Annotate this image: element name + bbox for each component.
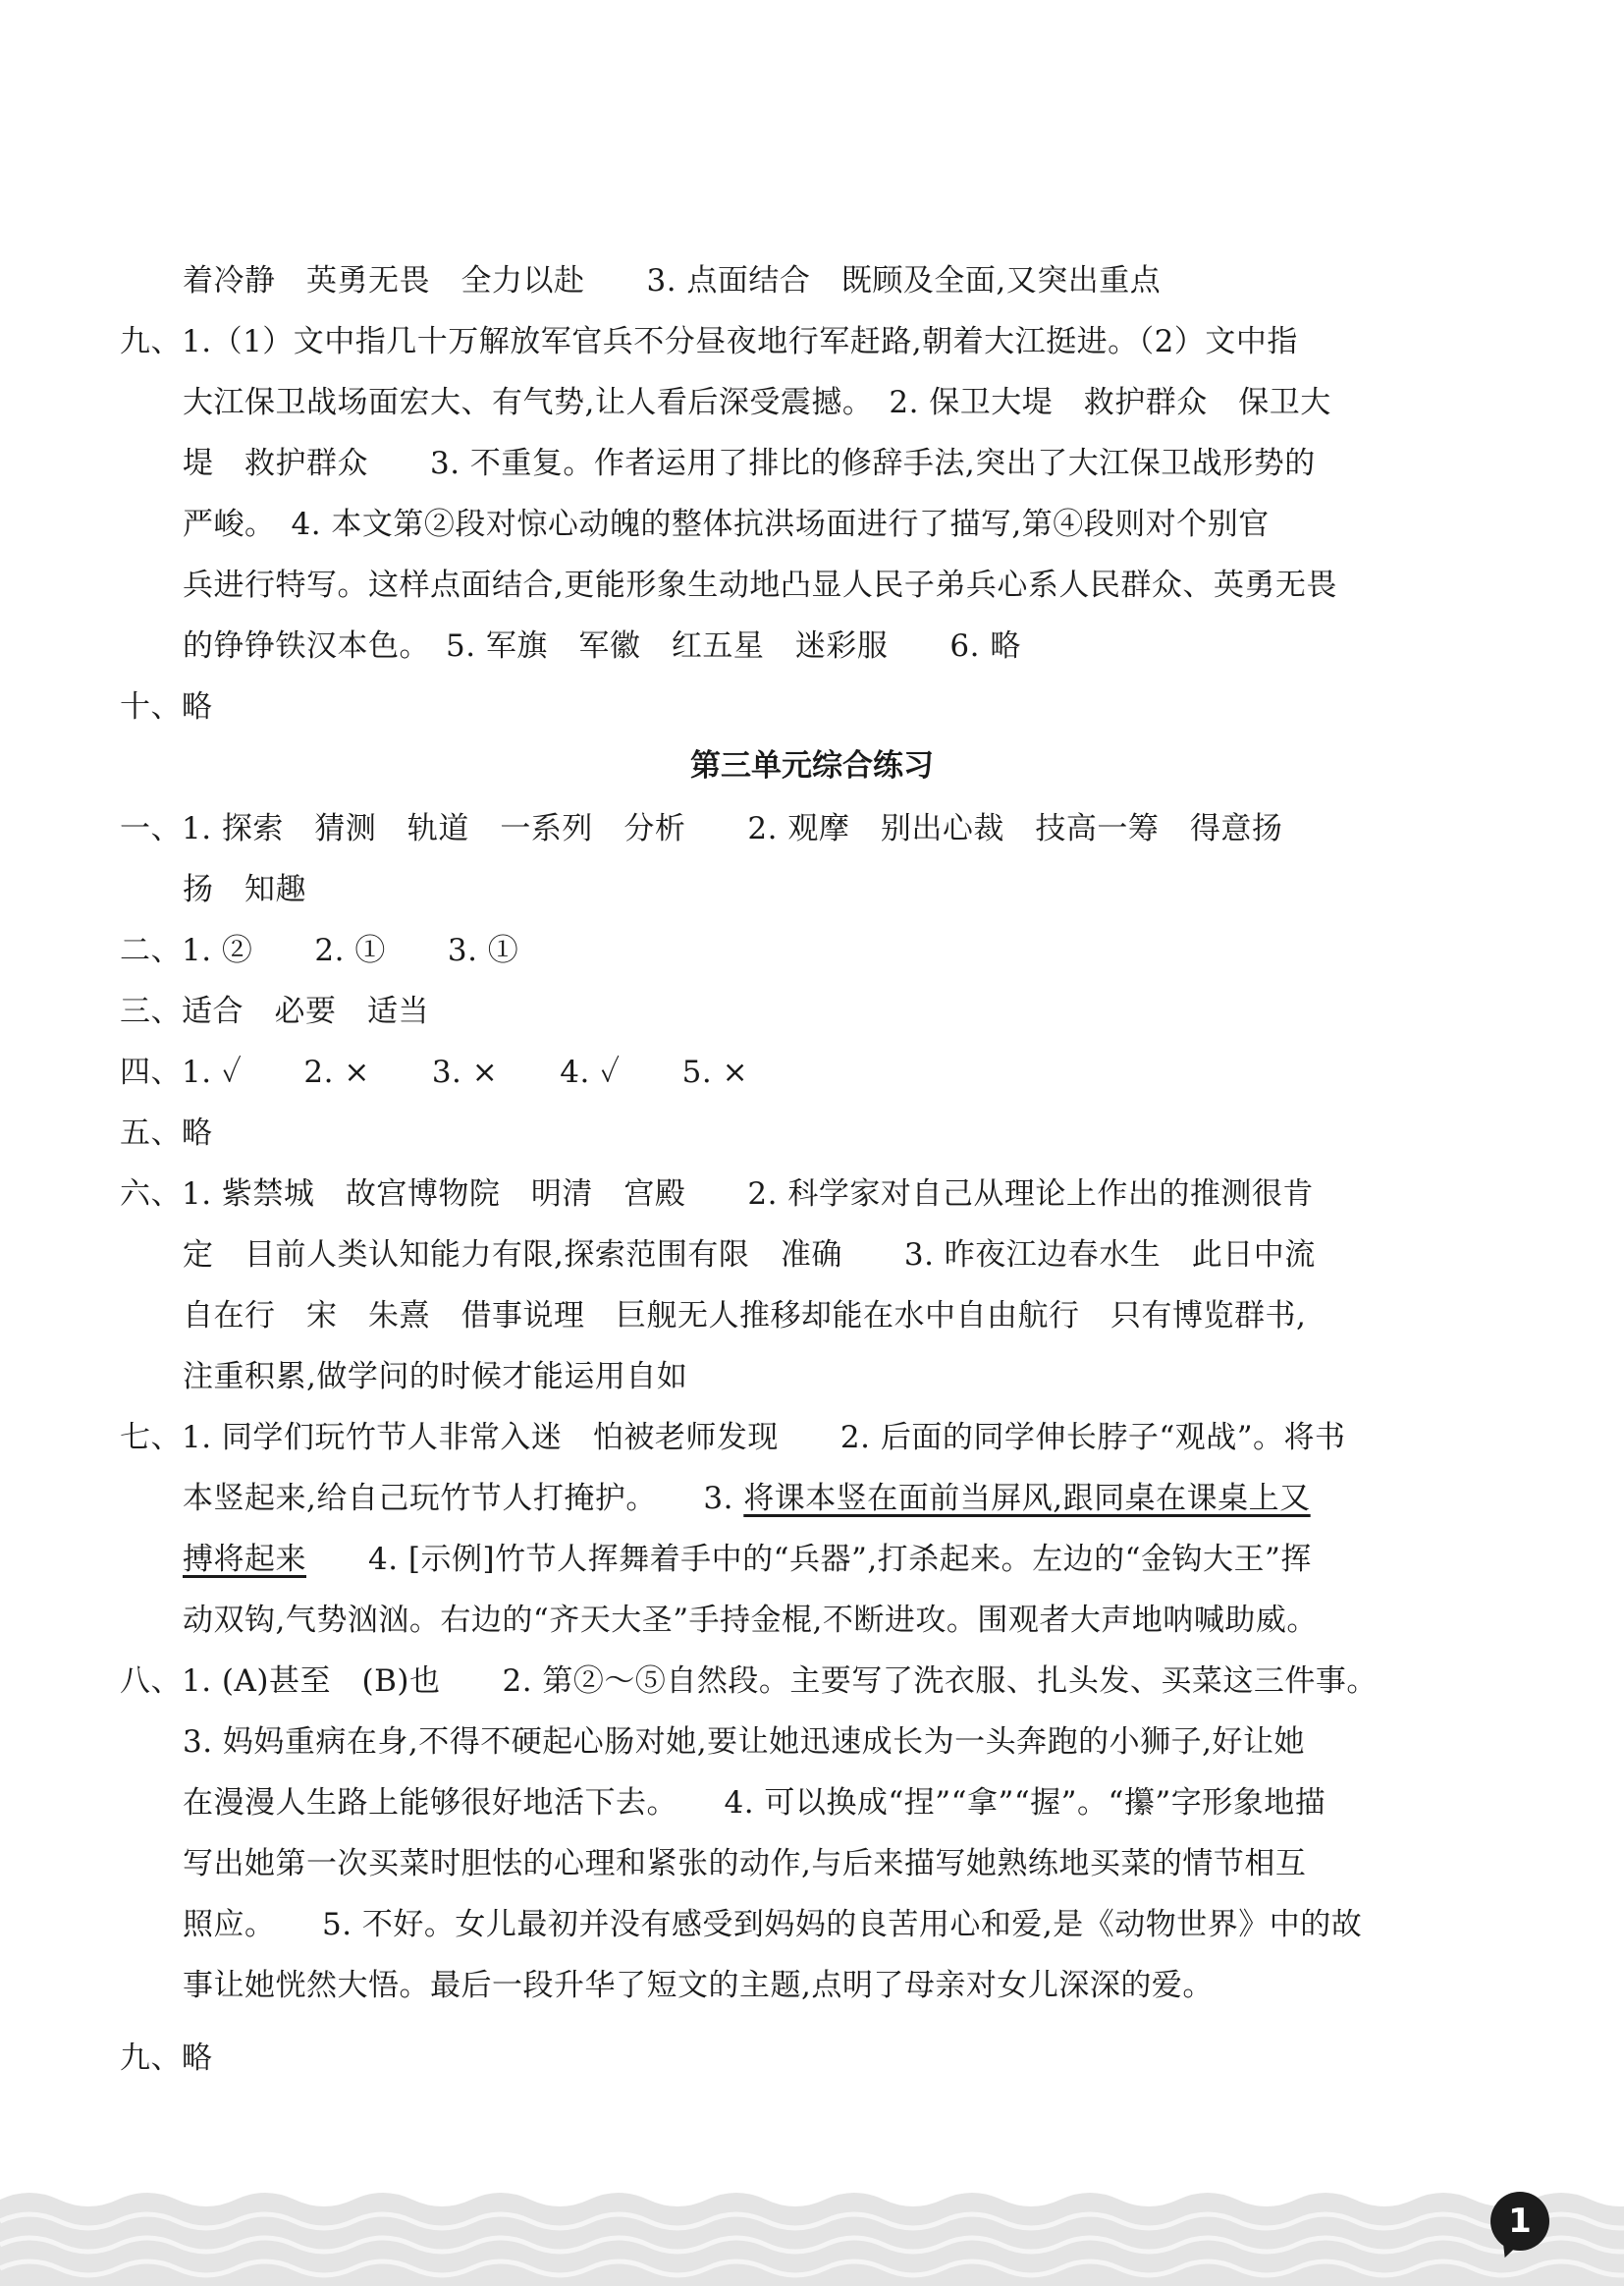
text-line: 四、1. ✓ 2. × 3. × 4. ✓ 5. × [120, 1055, 749, 1090]
page-number: 1 [1490, 2192, 1549, 2251]
text-line: 定 目前人类认知能力有限,探索范围有限 准确 3. 昨夜江边春水生 此日中流 [183, 1237, 1316, 1273]
text-line [183, 1538, 1312, 1581]
text-line: 自在行 宋 朱熹 借事说理 巨舰无人推移却能在水中自由航行 只有博览群书, [183, 1298, 1307, 1334]
wave-footer-decoration [0, 2182, 1624, 2286]
text-line: 六、1. 紫禁城 故宫博物院 明清 宫殿 2. 科学家对自己从理论上作出的推测很肯 [120, 1176, 1314, 1212]
underlined-answer: 搏将起来 [183, 1542, 306, 1577]
text-line: 堤 救护群众 3. 不重复。作者运用了排比的修辞手法,突出了大江保卫战形势的 [183, 446, 1316, 481]
text-line: 七、1. 同学们玩竹节人非常入迷 怕被老师发现 2. 后面的同学伸长脖子“观战”。将书 [120, 1420, 1346, 1455]
text-line: 动双钩,气势汹汹。右边的“齐天大圣”手持金棍,不断进攻。围观者大声地呐喊助威。 [183, 1603, 1318, 1638]
text-line: 三、适合 必要 适当 [120, 994, 429, 1029]
text-line: 二、1. ② 2. ① 3. ① [120, 933, 519, 968]
text-line: 事让她恍然大悟。最后一段升华了短文的主题,点明了母亲对女儿深深的爱。 [183, 1968, 1214, 2003]
underlined-answer: 将课本竖在面前当屏风,跟同桌在课桌上又 [743, 1481, 1311, 1516]
text-line: 写出她第一次买菜时胆怯的心理和紧张的动作,与后来描写她熟练地买菜的情节相互 [183, 1846, 1307, 1881]
text-line: 注重积累,做学问的时候才能运用自如 [183, 1359, 688, 1394]
text-line [183, 1477, 1311, 1520]
section-title: 第三单元综合练习 [690, 748, 934, 784]
text-line: 九、1.（1）文中指几十万解放军官兵不分昼夜地行军赶路,朝着大江挺进。（2）文中指 [120, 324, 1298, 359]
text-line: 一、1. 探索 猜测 轨道 一系列 分析 2. 观摩 别出心裁 技高一筹 得意扬 [120, 811, 1283, 846]
text-segment: 本竖起来,给自己玩竹节人打掩护。 3. [183, 1481, 744, 1516]
text-segment: 4. [示例]竹节人挥舞着手中的“兵器”,打杀起来。左边的“金钩大王”挥 [306, 1542, 1312, 1577]
text-line: 八、1. (A)甚至 (B)也 2. 第②～⑤自然段。主要写了洗衣服、扎头发、买菜这三件事。 [120, 1663, 1378, 1699]
text-line: 大江保卫战场面宏大、有气势,让人看后深受震撼。 2. 保卫大堤 救护群众 保卫大 [183, 385, 1331, 420]
text-line: 兵进行特写。这样点面结合,更能形象生动地凸显人民子弟兵心系人民群众、英勇无畏 [183, 568, 1337, 603]
text-line: 严峻。 4. 本文第②段对惊心动魄的整体抗洪场面进行了描写,第④段则对个别官 [183, 507, 1270, 542]
text-line: 五、略 [120, 1116, 213, 1151]
text-line: 九、略 [120, 2041, 213, 2076]
text-line: 扬 知趣 [183, 872, 306, 907]
text-line: 的铮铮铁汉本色。 5. 军旗 军徽 红五星 迷彩服 6. 略 [183, 628, 1021, 664]
text-line: 着冷静 英勇无畏 全力以赴 3. 点面结合 既顾及全面,又突出重点 [183, 263, 1162, 299]
text-line: 照应。 5. 不好。女儿最初并没有感受到妈妈的良苦用心和爱,是《动物世界》中的故 [183, 1907, 1363, 1942]
text-line: 十、略 [120, 689, 213, 725]
text-line: 3. 妈妈重病在身,不得不硬起心肠对她,要让她迅速成长为一头奔跑的小狮子,好让她 [183, 1724, 1305, 1760]
text-line: 在漫漫人生路上能够很好地活下去。 4. 可以换成“捏”“拿”“握”。“攥”字形象地描 [183, 1785, 1326, 1821]
